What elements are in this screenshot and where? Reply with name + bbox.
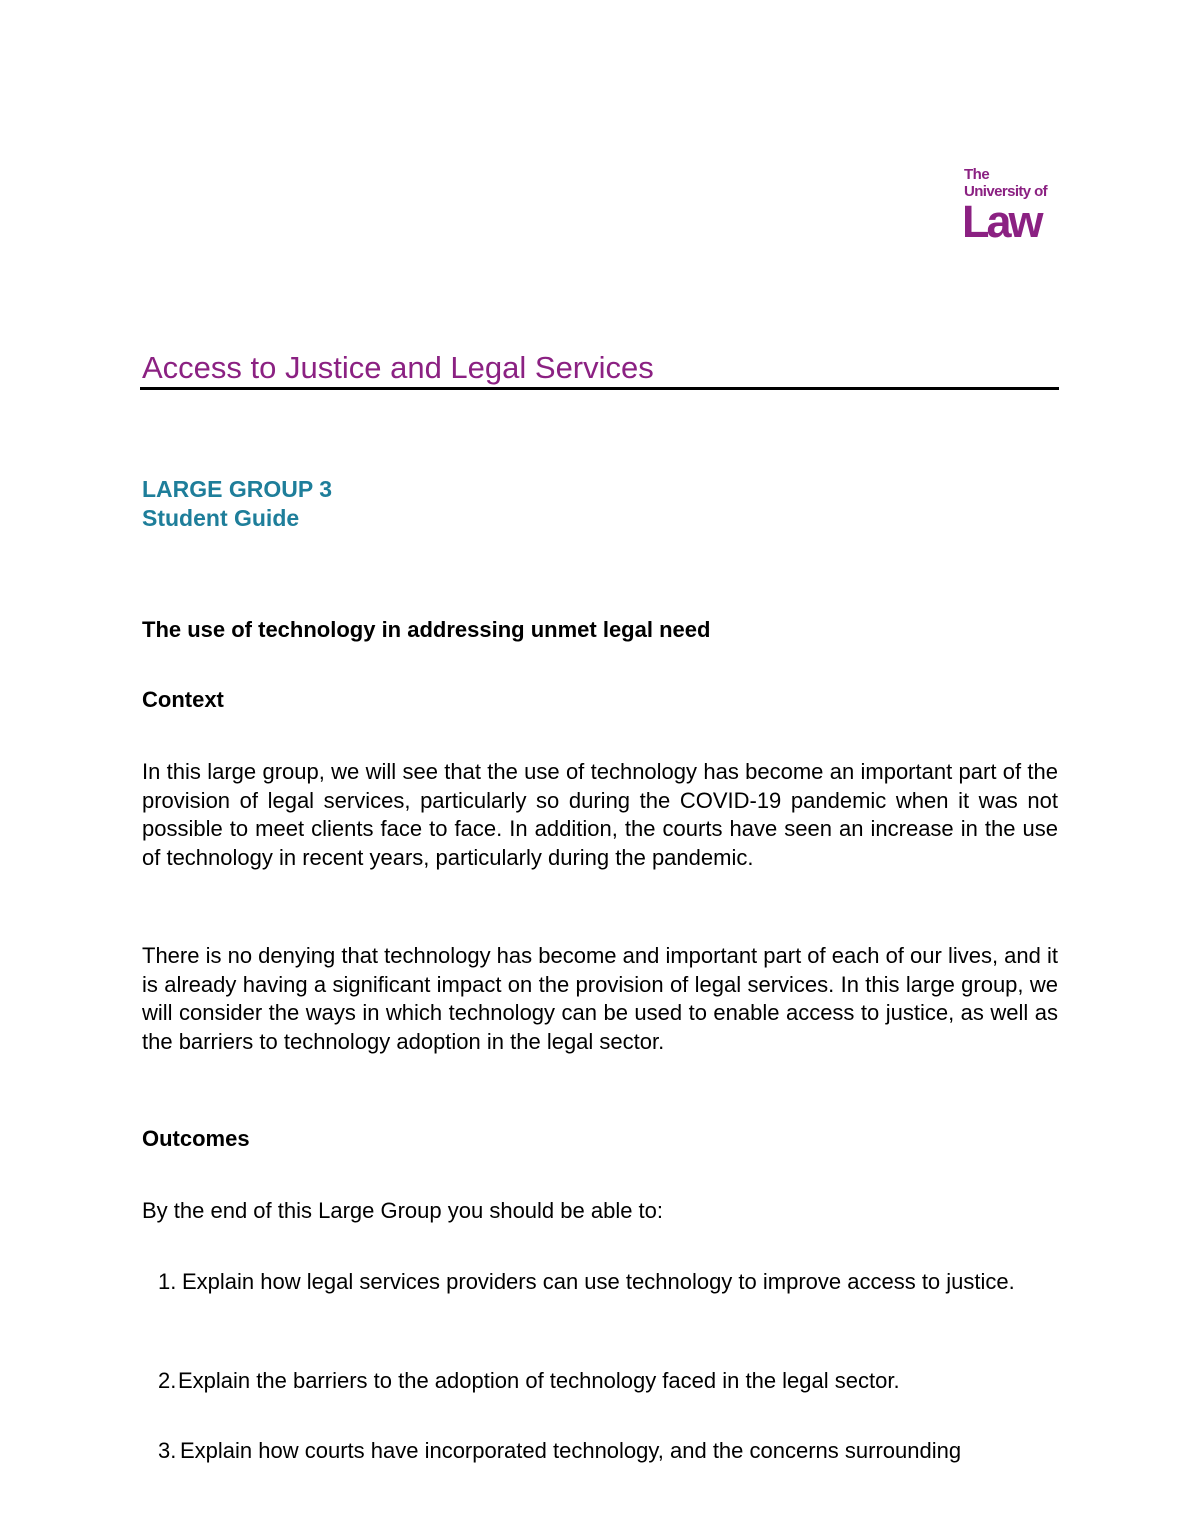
outcome-item-3: [158, 1437, 1058, 1466]
university-of-law-logo: [963, 166, 1063, 246]
context-paragraph-1: In this large group, we will see that the use of technology has become an important part of the provision of legal services, particularly so during the COVID-19 pandemic when it was not possible to meet clients face to face. In addition, the courts have seen an increase in the use of technology in recent years, particularly during the pandemic.: [142, 759, 1058, 870]
logo-text-law: Law: [962, 196, 1041, 247]
title-underline-rule: [140, 387, 1059, 390]
outcomes-heading: Outcomes: [142, 1126, 250, 1151]
topic-heading: The use of technology in addressing unmet legal need: [142, 617, 711, 642]
logo-text-university-of: University of: [964, 183, 1048, 200]
outcome-number: 2.: [158, 1368, 177, 1393]
outcome-item-1: [158, 1268, 1058, 1297]
outcome-item-2: [158, 1367, 1058, 1396]
outcome-number: 1.: [158, 1269, 177, 1294]
logo-text-the: The: [964, 166, 990, 183]
outcome-text: Explain how courts have incorporated technology, and the concerns surrounding: [180, 1438, 962, 1463]
subtitle-large-group: LARGE GROUP 3: [142, 476, 332, 502]
document-title: Access to Justice and Legal Services: [142, 350, 654, 385]
document-subtitle: [142, 475, 332, 533]
outcome-text: Explain how legal services providers can use technology to improve access to justice.: [182, 1269, 1015, 1294]
context-paragraph-2: There is no denying that technology has become and important part of each of our lives, and it is already having a significant impact on the provision of legal services. In this large group, we will consider the ways in which technology can be used to enable access to justice, as well as the barriers to technology adoption in the legal sector.: [142, 943, 1058, 1054]
outcome-text: Explain the barriers to the adoption of technology faced in the legal sector.: [178, 1368, 900, 1393]
context-heading: Context: [142, 687, 224, 712]
outcome-number: 3.: [158, 1438, 177, 1463]
subtitle-student-guide: Student Guide: [142, 505, 300, 531]
outcomes-intro: By the end of this Large Group you should be able to:: [142, 1198, 664, 1223]
